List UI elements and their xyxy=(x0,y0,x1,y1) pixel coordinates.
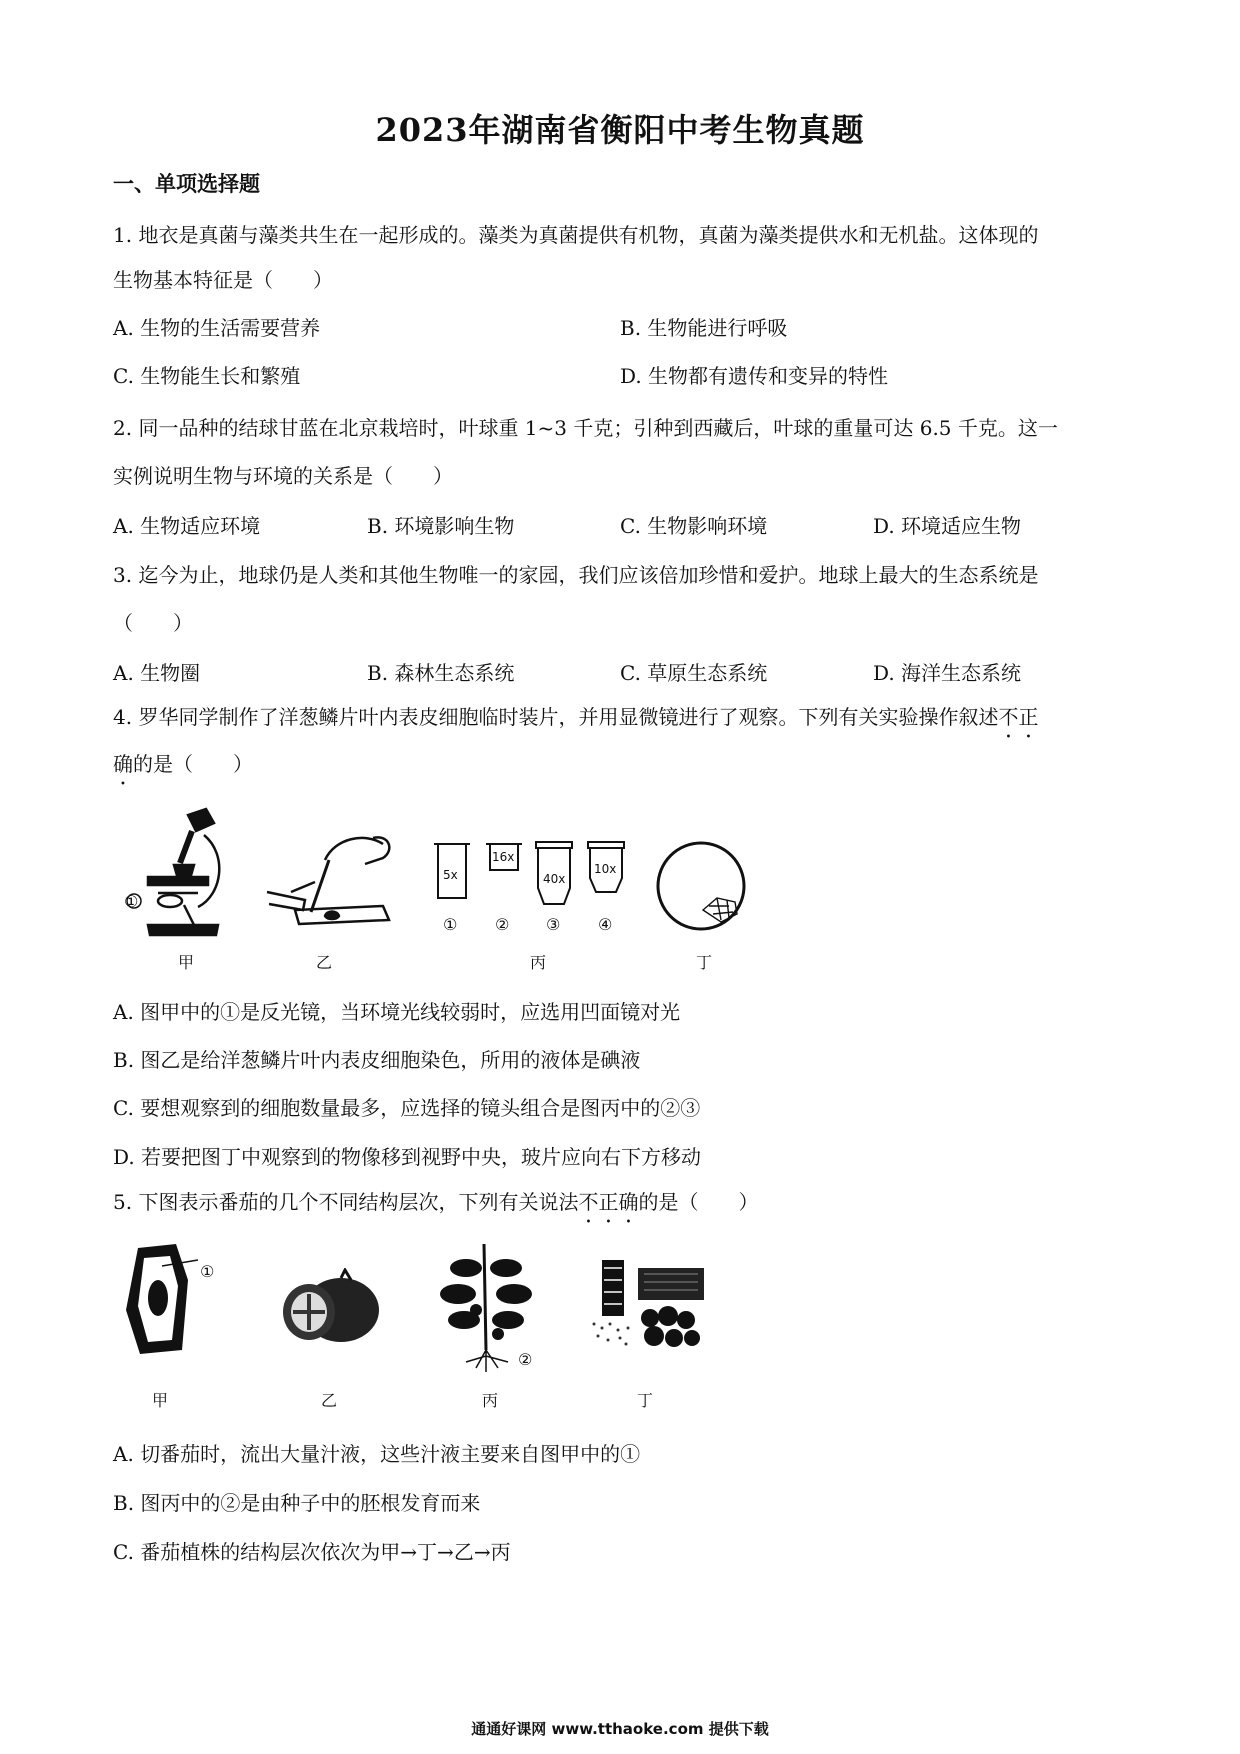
q1-option-d: D. 生物都有遗传和变异的特性 xyxy=(620,364,889,388)
emphasis-char: 确 xyxy=(113,752,133,776)
q4-stem-line2-text: 的是（ ） xyxy=(133,752,253,776)
page-footer: 通通好课网 www.tthaoke.com 提供下载 xyxy=(471,1720,769,1738)
q5-option-c: C. 番茄植株的结构层次依次为甲→丁→乙→丙 xyxy=(113,1540,511,1564)
emphasis-char: 不 xyxy=(998,705,1019,729)
q5-option-b: B. 图丙中的②是由种子中的胚根发育而来 xyxy=(113,1491,481,1515)
q1-option-a: A. 生物的生活需要营养 xyxy=(113,316,321,340)
q5-stem xyxy=(113,1188,758,1216)
lens-label: 10x xyxy=(594,862,617,876)
figure-label-yi: 乙 xyxy=(316,953,333,972)
q4-stem-line2 xyxy=(113,750,253,778)
lens-label: 5x xyxy=(443,868,458,882)
cell-part-marker: ① xyxy=(200,1262,215,1281)
q5-stem-text: 5. 下图表示番茄的几个不同结构层次，下列有关说法 xyxy=(113,1190,579,1214)
q1-stem-line2: 生物基本特征是（ ） xyxy=(113,268,333,292)
figure-label-ding: 丁 xyxy=(696,953,713,972)
lens-label: 40x xyxy=(543,872,566,886)
lens-number: ④ xyxy=(598,915,613,934)
q3-option-d: D. 海洋生态系统 xyxy=(873,661,1022,685)
q2-option-b: B. 环境影响生物 xyxy=(367,514,515,538)
q2-option-a: A. 生物适应环境 xyxy=(113,514,261,538)
microscope-figure xyxy=(118,805,228,940)
q1-option-c: C. 生物能生长和繁殖 xyxy=(113,364,301,388)
q4-stem-line1-text: 4. 罗华同学制作了洋葱鳞片叶内表皮细胞临时装片，并用显微镜进行了观察。下列有关实验操作叙述 xyxy=(113,705,999,729)
emphasis-char: 不 xyxy=(578,1190,599,1214)
q4-option-d: D. 若要把图丁中观察到的物像移到视野中央，玻片应向右下方移动 xyxy=(113,1145,702,1169)
q2-stem-line2: 实例说明生物与环境的关系是（ ） xyxy=(113,464,453,488)
emphasis-char: 正 xyxy=(598,1190,619,1214)
page-title: 2023年湖南省衡阳中考生物真题 xyxy=(375,111,865,149)
emphasis-char: 正 xyxy=(1018,705,1039,729)
figure-label-yi: 乙 xyxy=(321,1391,338,1410)
q3-stem-line1: 3. 迄今为止，地球仍是人类和其他生物唯一的家园，我们应该倍加珍惜和爱护。地球上最大的生态系统是 xyxy=(113,563,1039,587)
q3-option-b: B. 森林生态系统 xyxy=(367,661,515,685)
figure-label-jia: 甲 xyxy=(178,953,195,972)
section-heading: 一、单项选择题 xyxy=(113,171,260,196)
staining-figure xyxy=(265,830,400,930)
lens-number: ③ xyxy=(546,915,561,934)
q4-option-a: A. 图甲中的①是反光镜，当环境光线较弱时，应选用凹面镜对光 xyxy=(113,1000,681,1024)
q4-option-b: B. 图乙是给洋葱鳞片叶内表皮细胞染色，所用的液体是碘液 xyxy=(113,1048,641,1072)
q2-option-d: D. 环境适应生物 xyxy=(873,514,1022,538)
q1-option-b: B. 生物能进行呼吸 xyxy=(620,316,788,340)
plant-cell-figure xyxy=(118,1240,198,1360)
q3-option-a: A. 生物圈 xyxy=(113,661,201,685)
root-marker: ② xyxy=(518,1350,533,1369)
lens-number: ① xyxy=(443,915,458,934)
q5-stem-text-end: 的是（ ） xyxy=(638,1190,759,1214)
q5-option-a: A. 切番茄时，流出大量汁液，这些汁液主要来自图甲中的① xyxy=(113,1442,641,1466)
tissue-figure xyxy=(588,1258,713,1358)
figure-label-jia: 甲 xyxy=(152,1391,169,1410)
q2-stem-line1: 2. 同一品种的结球甘蓝在北京栽培时，叶球重 1~3 千克；引种到西藏后，叶球的重量可达 6.5 千克。这一 xyxy=(113,416,1058,440)
microscope-part-marker: ① xyxy=(124,892,139,911)
field-of-view-figure xyxy=(655,840,750,935)
q1-stem-line1: 1. 地衣是真菌与藻类共生在一起形成的。藻类为真菌提供有机物，真菌为藻类提供水和无机盐。这体现的 xyxy=(113,223,1039,247)
q4-option-c: C. 要想观察到的细胞数量最多，应选择的镜头组合是图丙中的②③ xyxy=(113,1096,701,1120)
lens-number: ② xyxy=(495,915,510,934)
q4-stem-line1 xyxy=(113,703,1038,731)
figure-label-bing: 丙 xyxy=(530,953,547,972)
tomato-fruit-figure xyxy=(275,1268,385,1348)
q3-stem-line2: （ ） xyxy=(113,611,193,635)
lens-label: 16x xyxy=(492,850,515,864)
emphasis-char: 确 xyxy=(618,1190,639,1214)
figure-label-ding: 丁 xyxy=(637,1391,654,1410)
q3-option-c: C. 草原生态系统 xyxy=(620,661,768,685)
figure-label-bing: 丙 xyxy=(482,1391,499,1410)
q2-option-c: C. 生物影响环境 xyxy=(620,514,768,538)
